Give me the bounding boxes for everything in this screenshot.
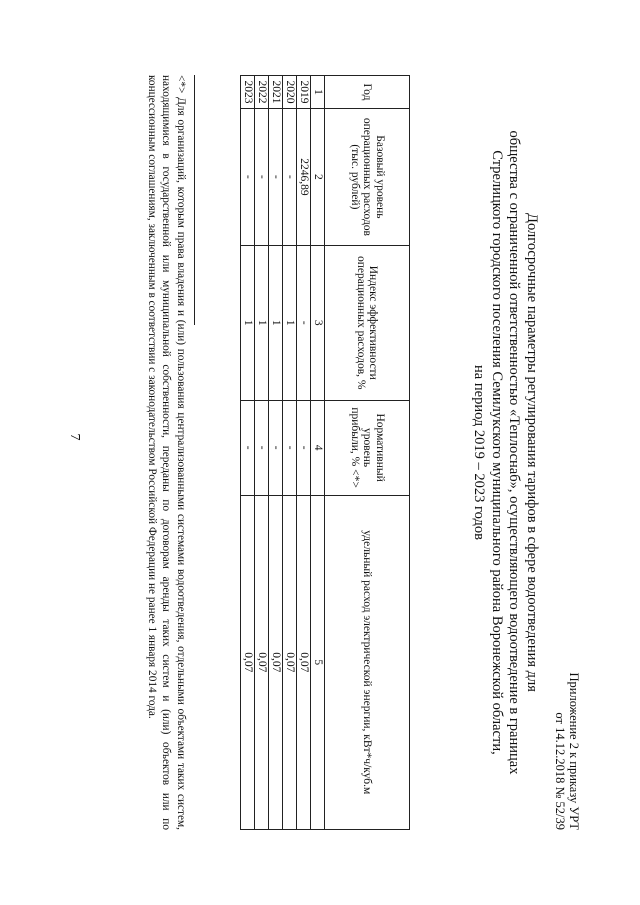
table-cell: 2022 xyxy=(255,76,269,109)
table-cell: - xyxy=(297,400,311,495)
page-number: 7 xyxy=(67,433,82,441)
table-row xyxy=(241,76,255,830)
header-profit-level: Нормативный уровень прибыли, % <*> xyxy=(325,400,410,495)
table-cell: 2020 xyxy=(283,76,297,109)
table-cell: 2019 xyxy=(297,76,311,109)
table-row-column-numbers xyxy=(311,76,325,830)
appendix-reference xyxy=(553,500,581,830)
table-cell: - xyxy=(283,400,297,495)
table-cell: - xyxy=(255,400,269,495)
table-cell: 5 xyxy=(311,495,325,829)
table-cell: 1 xyxy=(283,245,297,400)
table-row xyxy=(283,76,297,830)
header-year: Год xyxy=(325,76,410,109)
appendix-line-1: Приложение 2 к приказу УРТ xyxy=(567,672,581,830)
title-line-4: на период 2019 – 2023 годов xyxy=(471,365,488,540)
table-cell: - xyxy=(241,108,255,245)
table-cell: - xyxy=(269,400,283,495)
table-cell: - xyxy=(255,108,269,245)
table-header-row xyxy=(325,76,410,830)
footnote-divider xyxy=(194,75,195,325)
parameters-table xyxy=(240,75,410,830)
table-cell: 3 xyxy=(311,245,325,400)
table-cell: 4 xyxy=(311,400,325,495)
table-cell: 1 xyxy=(255,245,269,400)
table-cell: 2 xyxy=(311,108,325,245)
footnote-text: <*> Для организаций, которым права владения и (или) пользования централизованными системами водоотведения, отдельными объектами таких систем, находящимися в государственной или муниципальной собственности, переданы по договорам аренды таких систем и (или) объектов или по концессионным соглашениям, заключенным в соответствии с законодательством Российской Федерации не ранее 1 января 2014 года. xyxy=(146,75,187,830)
table-cell: 0,07 xyxy=(283,495,297,829)
title-line-3: Стрелицкого городского поселения Семилукского муниципального района Воронежской области, xyxy=(489,150,505,755)
table-cell: 0,07 xyxy=(255,495,269,829)
document-title xyxy=(470,75,540,830)
table-cell: 1 xyxy=(269,245,283,400)
table-cell: - xyxy=(283,108,297,245)
table-cell: - xyxy=(297,245,311,400)
header-efficiency-index: Индекс эффективности операционных расходов, % xyxy=(325,245,410,400)
table-cell: 2023 xyxy=(241,76,255,109)
table-cell: 0,07 xyxy=(241,495,255,829)
title-line-2: общества с ограниченной ответственностью «Теплоснаб», осуществляющего водоотведение в границах xyxy=(506,130,523,775)
title-line-1: Долгосрочные параметры регулирования тарифов в сфере водоотведения для xyxy=(524,213,540,692)
table-cell: - xyxy=(241,400,255,495)
table-row xyxy=(255,76,269,830)
table-cell: 1 xyxy=(311,76,325,109)
table-cell: - xyxy=(269,108,283,245)
table-cell: 1 xyxy=(241,245,255,400)
table-cell: 2246,89 xyxy=(297,108,311,245)
header-energy-consumption: удельный расход электрической энергии, кВт*ч/куб.м xyxy=(325,495,410,829)
table-cell: 0,07 xyxy=(269,495,283,829)
table-row xyxy=(269,76,283,830)
table-row xyxy=(297,76,311,830)
table-cell: 2021 xyxy=(269,76,283,109)
table-cell: 0,07 xyxy=(297,495,311,829)
appendix-line-2: от 14.12.2018 № 52/39 xyxy=(553,712,567,830)
header-base-opex: Базовый уровень операционных расходов (тыс. рублей) xyxy=(325,108,410,245)
